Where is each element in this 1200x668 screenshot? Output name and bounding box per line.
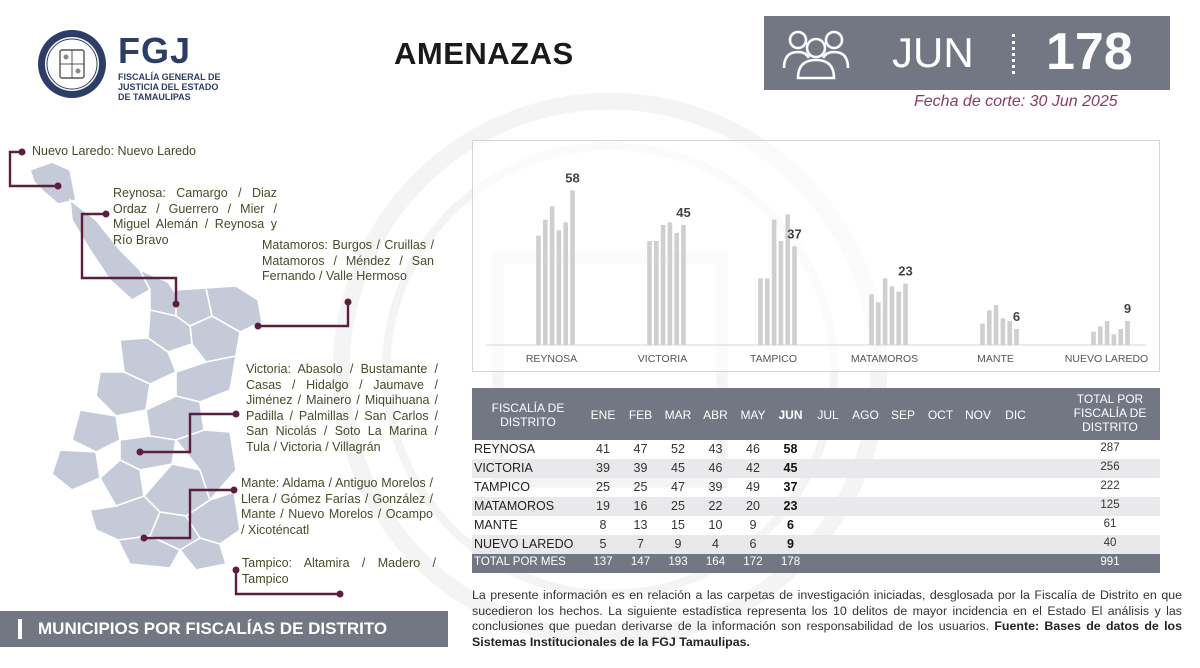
bar-victoria-feb	[654, 241, 659, 345]
cell-ene: 137	[593, 556, 613, 568]
category-label-reynosa: REYNOSA	[525, 353, 578, 365]
table-row	[472, 478, 1160, 497]
data-label-mante: 6	[1012, 309, 1021, 324]
notes-text: La presente información es en relación a las carpetas de investigación iniciadas, desglosada por la Fiscalía de Distrito en que sucedieron los hechos. La siguiente estadística representa los 10 delitos de mayor incidencia en el Estado El análisis y las conclusiones que puedan derivarse de la información son responsabilidad de los usuarios.	[472, 588, 1182, 633]
cell-may: 46	[746, 442, 760, 456]
bar-reynosa-jun	[570, 190, 575, 345]
row-name: MANTE	[474, 518, 518, 532]
category-label-mante: MANTE	[977, 353, 1014, 365]
cell-mar: 9	[674, 537, 682, 551]
bar-mante-jun	[1014, 329, 1019, 345]
cell-feb: 13	[633, 518, 648, 532]
header-month-oct: OCT	[927, 408, 954, 422]
header-total: TOTAL POR FISCALÍA DE DISTRITO	[1073, 392, 1147, 434]
cell-may: 6	[749, 537, 757, 551]
bar-victoria-may	[674, 233, 679, 345]
logo-subtitle: FISCALÍA GENERAL DE JUSTICIA DEL ESTADO DE TAMAULIPAS	[118, 72, 221, 102]
cell-mar: 193	[668, 556, 688, 568]
cell-may: 172	[743, 556, 763, 568]
header-month-feb: FEB	[628, 408, 653, 422]
bar-victoria-ene	[647, 241, 652, 345]
data-label-reynosa: 58	[565, 170, 580, 186]
bar-reynosa-abr	[557, 230, 562, 345]
fgj-logo	[36, 28, 236, 108]
group-people-icon	[778, 24, 854, 82]
cell-total: 40	[1103, 537, 1117, 549]
bar-mante-feb	[987, 310, 992, 345]
header-separator	[1012, 34, 1015, 74]
region-mante-3	[90, 496, 160, 540]
cell-feb: 16	[633, 499, 648, 513]
cell-ene: 25	[596, 480, 610, 494]
header-month-may: MAY	[740, 408, 766, 422]
bar-reynosa-ene	[536, 236, 541, 345]
cell-mar: 52	[671, 442, 685, 456]
cell-total: 256	[1100, 461, 1120, 473]
row-name: NUEVO LAREDO	[474, 537, 574, 551]
bar-victoria-abr	[668, 222, 673, 345]
bar-tampico-mar	[772, 220, 777, 345]
cell-jun: 37	[783, 480, 798, 494]
bar-matamoros-may	[896, 292, 901, 345]
bar-nuevo-laredo-feb	[1098, 326, 1103, 345]
cell-jun: 9	[787, 537, 794, 551]
table-row	[472, 459, 1160, 478]
table-row	[472, 497, 1160, 516]
bar-matamoros-abr	[890, 286, 895, 345]
category-label-matamoros: MATAMOROS	[850, 353, 919, 365]
table-row	[472, 535, 1160, 554]
data-label-matamoros: 23	[898, 263, 913, 279]
row-name: REYNOSA	[474, 442, 536, 456]
bar-nuevo-laredo-jun	[1125, 321, 1130, 345]
tamaulipas-seal-icon	[36, 28, 108, 100]
section-marker	[18, 619, 22, 639]
section-title-bar	[0, 611, 448, 647]
region-victoria-5	[72, 410, 120, 452]
bar-reynosa-feb	[543, 220, 548, 345]
bar-tampico-ene	[758, 278, 763, 345]
row-name: VICTORIA	[474, 461, 533, 475]
bar-nuevo-laredo-abr	[1112, 334, 1117, 345]
district-bar-chart	[472, 140, 1160, 372]
cell-may: 9	[749, 518, 757, 532]
cell-ene: 39	[596, 461, 610, 475]
cell-ene: 8	[599, 518, 607, 532]
table-total-row	[472, 554, 1160, 573]
bar-victoria-jun	[681, 225, 686, 345]
cell-abr: 43	[708, 442, 723, 456]
monthly-summary-box	[764, 16, 1170, 90]
cell-abr: 46	[708, 461, 723, 475]
bar-matamoros-ene	[869, 294, 874, 345]
region-victoria-7	[52, 450, 100, 490]
cell-total: 222	[1100, 480, 1120, 492]
bar-reynosa-mar	[550, 206, 555, 345]
category-label-tampico: TAMPICO	[749, 353, 798, 365]
notes-paragraph	[472, 588, 1182, 650]
cell-ene: 19	[596, 499, 610, 513]
header-month-jul: JUL	[817, 408, 839, 422]
bar-victoria-mar	[661, 225, 666, 345]
header-month-dic: DIC	[1005, 408, 1026, 422]
cell-ene: 5	[599, 537, 607, 551]
cell-abr: 39	[708, 480, 723, 494]
header-month-ago: AGO	[852, 408, 879, 422]
region-nuevo-laredo	[30, 162, 76, 204]
current-month: JUN	[892, 29, 974, 76]
cutoff-date: Fecha de corte: 30 Jun 2025	[914, 93, 1118, 110]
cell-feb: 7	[637, 537, 644, 551]
bar-nuevo-laredo-ene	[1091, 332, 1096, 345]
table-header	[472, 388, 1160, 440]
bar-matamoros-jun	[903, 284, 908, 345]
table-row	[472, 440, 1160, 459]
row-name: TOTAL POR MES	[474, 556, 566, 568]
header-month-ene: ENE	[590, 408, 616, 422]
row-name: TAMPICO	[474, 480, 531, 494]
bar-matamoros-feb	[876, 302, 881, 345]
cell-may: 49	[746, 480, 760, 494]
cell-feb: 47	[633, 442, 648, 456]
cell-jun: 45	[783, 461, 798, 475]
bar-nuevo-laredo-mar	[1105, 321, 1110, 345]
bar-mante-ene	[980, 324, 985, 345]
header-month-mar: MAR	[664, 408, 692, 422]
district-table	[472, 388, 1160, 573]
region-label-reynosa: Reynosa: Camargo / Diaz Ordaz / Guerrero / Mier / Miguel Alemán / Reynosa y Río Bravo	[113, 186, 277, 247]
bar-tampico-jun	[792, 246, 797, 345]
cell-total: 991	[1100, 556, 1120, 568]
category-label-nuevo-laredo: NUEVO LAREDO	[1064, 353, 1149, 365]
cell-jun: 178	[780, 556, 801, 568]
cell-feb: 25	[633, 480, 648, 494]
cell-jun: 23	[783, 499, 798, 513]
bar-mante-abr	[1001, 318, 1006, 345]
cell-abr: 4	[712, 537, 719, 551]
bar-nuevo-laredo-may	[1118, 329, 1123, 345]
cell-mar: 45	[671, 461, 685, 475]
current-month-total: 178	[1046, 23, 1133, 81]
region-label-nuevo-laredo: Nuevo Laredo: Nuevo Laredo	[32, 144, 197, 158]
table-body	[472, 440, 1160, 573]
region-label-victoria: Victoria: Abasolo / Bustamante / Casas / Hidalgo / Jaumave / Jiménez / Mainero / Miquihuana / Padilla / Palmillas / San Carlos / San Nicolás / Soto La Marina / Tula / Victoria / Villagrán	[246, 362, 438, 454]
cell-jun: 58	[783, 442, 798, 456]
cell-abr: 10	[708, 518, 723, 532]
bar-mante-may	[1007, 321, 1012, 345]
bar-matamoros-mar	[883, 278, 888, 345]
cell-may: 42	[746, 461, 760, 475]
bar-tampico-abr	[779, 241, 784, 345]
cell-ene: 41	[596, 442, 610, 456]
row-name: MATAMOROS	[474, 499, 555, 513]
cell-mar: 25	[671, 499, 685, 513]
header-month-sep: SEP	[890, 408, 915, 422]
data-label-tampico: 37	[787, 226, 802, 242]
bar-mante-mar	[994, 305, 999, 345]
cell-mar: 47	[671, 480, 685, 494]
leader-matamoros	[258, 302, 348, 326]
region-label-matamoros: Matamoros: Burgos / Cruillas / Matamoros / Méndez / San Fernando / Valle Hermoso	[262, 238, 434, 283]
bar-reynosa-may	[563, 222, 568, 345]
cell-abr: 22	[708, 499, 723, 513]
table-row	[472, 516, 1160, 535]
data-label-nuevo-laredo: 9	[1123, 301, 1132, 316]
cell-feb: 147	[630, 556, 651, 568]
header-month-abr: ABR	[703, 408, 728, 422]
cell-may: 20	[746, 499, 760, 513]
header-district: FISCALÍA DE DISTRITO	[491, 401, 565, 429]
cell-total: 61	[1103, 518, 1117, 530]
cell-abr: 164	[705, 556, 726, 568]
header-month-jun: JUN	[778, 408, 803, 422]
region-label-mante: Mante: Aldama / Antiguo Morelos / Llera / Gómez Farías / González / Mante / Nuevo Morelos / Ocampo / Xicoténcatl	[241, 476, 433, 537]
notes-source: Fuente: Bases de datos de los Sistemas Institucionales de la FGJ Tamaulipas.	[472, 619, 1182, 649]
category-label-victoria: VICTORIA	[637, 353, 688, 365]
header-month-nov: NOV	[964, 408, 991, 422]
logo-acronym: FGJ	[118, 30, 192, 71]
bar-tampico-feb	[765, 278, 770, 345]
cell-total: 125	[1100, 499, 1120, 511]
data-label-victoria: 45	[676, 205, 691, 220]
page-title: AMENAZAS	[394, 36, 574, 71]
cell-total: 287	[1100, 442, 1120, 454]
cell-mar: 15	[671, 518, 685, 532]
region-label-tampico: Tampico: Altamira / Madero / Tampico	[242, 556, 436, 586]
cell-feb: 39	[633, 461, 648, 475]
cell-jun: 6	[787, 518, 794, 532]
region-victoria-2	[176, 356, 236, 402]
section-title: MUNICIPIOS POR FISCALÍAS DE DISTRITO	[38, 619, 388, 638]
